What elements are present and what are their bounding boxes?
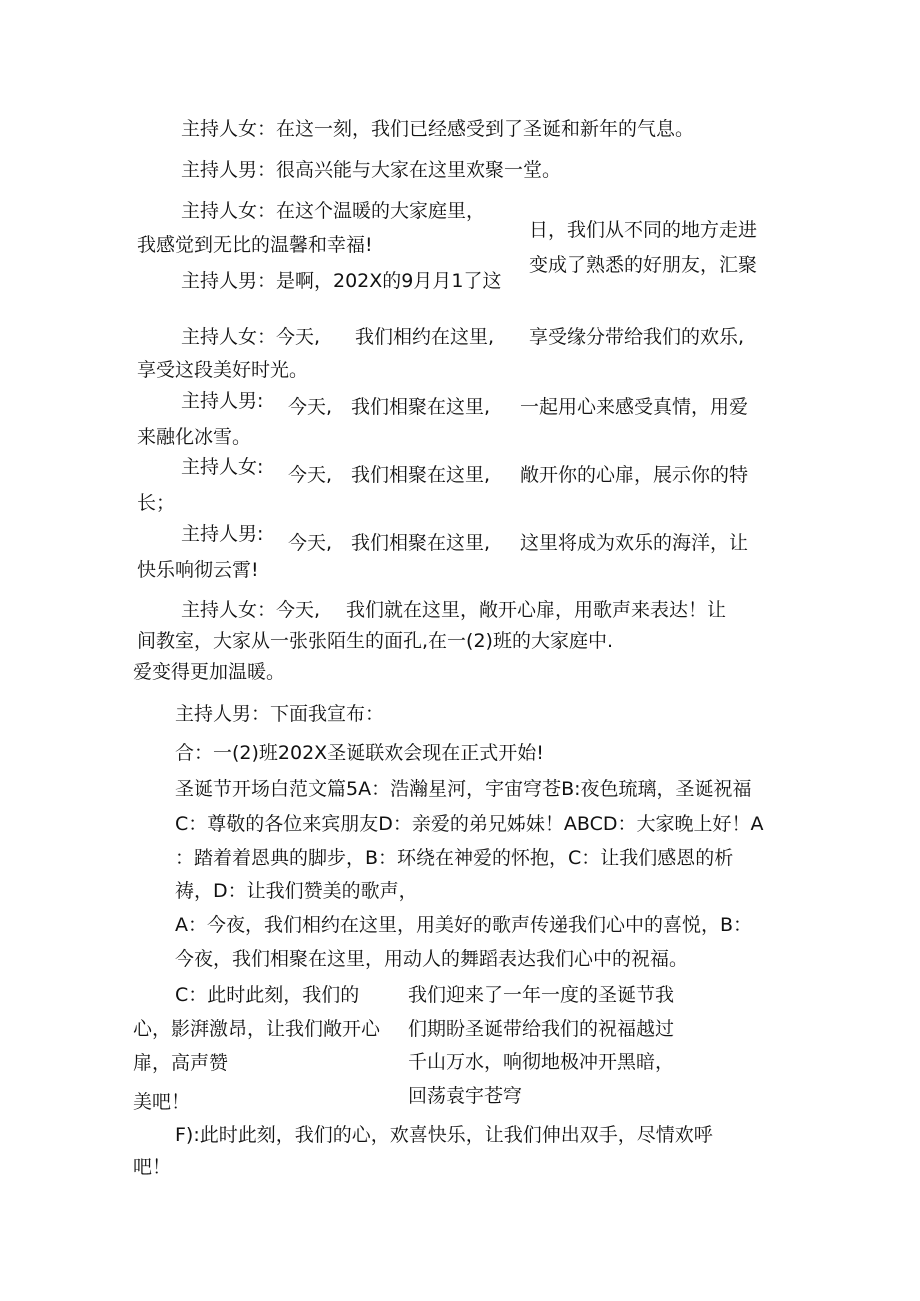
- text-line: 主持人女：今天,: [181, 326, 321, 348]
- text-line: 我们就在这里，敞开心扉，用歌声来表达！让: [346, 599, 727, 621]
- text-line: 吧！: [133, 1156, 172, 1178]
- text-line: 圣诞节开场白范文篇5A：浩瀚星河，宇宙穹苍B:夜色琉璃，圣诞祝福: [175, 778, 752, 800]
- text-line: 来融化冰雪。: [137, 426, 252, 448]
- text-line: 今天,: [288, 396, 333, 418]
- text-line: 心，影湃激昂，让我们敞开心: [133, 1018, 381, 1040]
- text-line: 千山万水，响彻地极冲开黑暗，: [408, 1051, 675, 1073]
- text-line: 主持人男:: [181, 523, 264, 545]
- text-line: ：踏着着恩典的脚步，B：环绕在神爱的怀抱，C：让我们感恩的析: [175, 847, 734, 869]
- text-line: 主持人男：是啊，202X的9月月1了这: [181, 270, 502, 292]
- text-line: 我们相聚在这里,: [351, 464, 491, 486]
- text-line: 长；: [137, 492, 176, 514]
- text-line: 回荡袁宇苍穹: [408, 1085, 523, 1107]
- text-line: 日，我们从不同的地方走进: [529, 219, 758, 241]
- text-line: 主持人女:: [181, 456, 264, 478]
- text-line: 一起用心来感受真情，用爱: [520, 396, 749, 418]
- text-line: 享受这段美好时光。: [137, 359, 309, 381]
- text-line: 主持人女：在这一刻，我们已经感受到了圣诞和新年的气息。: [181, 118, 695, 140]
- text-line: 今天,: [288, 464, 333, 486]
- text-line: 我们相聚在这里,: [351, 396, 491, 418]
- text-line: 今夜，我们相聚在这里，用动人的舞蹈表达我们心中的祝福。: [175, 948, 689, 970]
- text-line: 快乐响彻云霄!: [137, 559, 259, 581]
- text-line: F):此时此刻，我们的心，欢喜快乐，让我们伸出双手，尽情欢呼: [175, 1124, 713, 1146]
- text-line: C：尊敬的各位来宾朋友D：亲爱的弟兄姊妹！ABCD：大家晚上好！A: [175, 813, 764, 835]
- text-line: 我们迎来了一年一度的圣诞节我: [408, 984, 675, 1006]
- text-line: 主持人男:: [181, 390, 264, 412]
- text-line: 主持人女：在这个温暖的大家庭里，: [181, 200, 486, 222]
- text-line: 扉，高声赞: [133, 1052, 229, 1074]
- text-line: 这里将成为欢乐的海洋，让: [520, 532, 749, 554]
- text-line: 今天,: [288, 532, 333, 554]
- text-line: 我感觉到无比的温馨和幸福!: [137, 234, 373, 256]
- text-line: 享受缘分带给我们的欢乐,: [529, 326, 745, 348]
- text-line: 间教室，大家从一张张陌生的面孔,在一(2)班的大家庭中.: [137, 630, 613, 652]
- text-line: 们期盼圣诞带给我们的祝福越过: [408, 1018, 675, 1040]
- text-line: 祷，D：让我们赞美的歌声，: [175, 880, 418, 902]
- text-line: 主持人男：下面我宣布：: [175, 703, 385, 725]
- text-line: 变成了熟悉的好朋友，汇聚: [529, 254, 758, 276]
- text-line: 我们相聚在这里,: [351, 532, 491, 554]
- text-line: 爱变得更加温暖。: [133, 661, 286, 683]
- text-line: 我们相约在这里,: [355, 326, 495, 348]
- text-line: 主持人男：很高兴能与大家在这里欢聚一堂。: [181, 159, 562, 181]
- text-line: A：今夜，我们相约在这里，用美好的歌声传递我们心中的喜悦，B：: [175, 914, 753, 936]
- text-line: C：此时此刻，我们的: [175, 984, 360, 1006]
- text-line: 合：一(2)班202X圣诞联欢会现在正式开始!: [175, 742, 544, 764]
- text-line: 美吧！: [133, 1091, 191, 1113]
- text-line: 主持人女：今天,: [181, 599, 321, 621]
- text-line: 敞开你的心扉，展示你的特: [520, 464, 749, 486]
